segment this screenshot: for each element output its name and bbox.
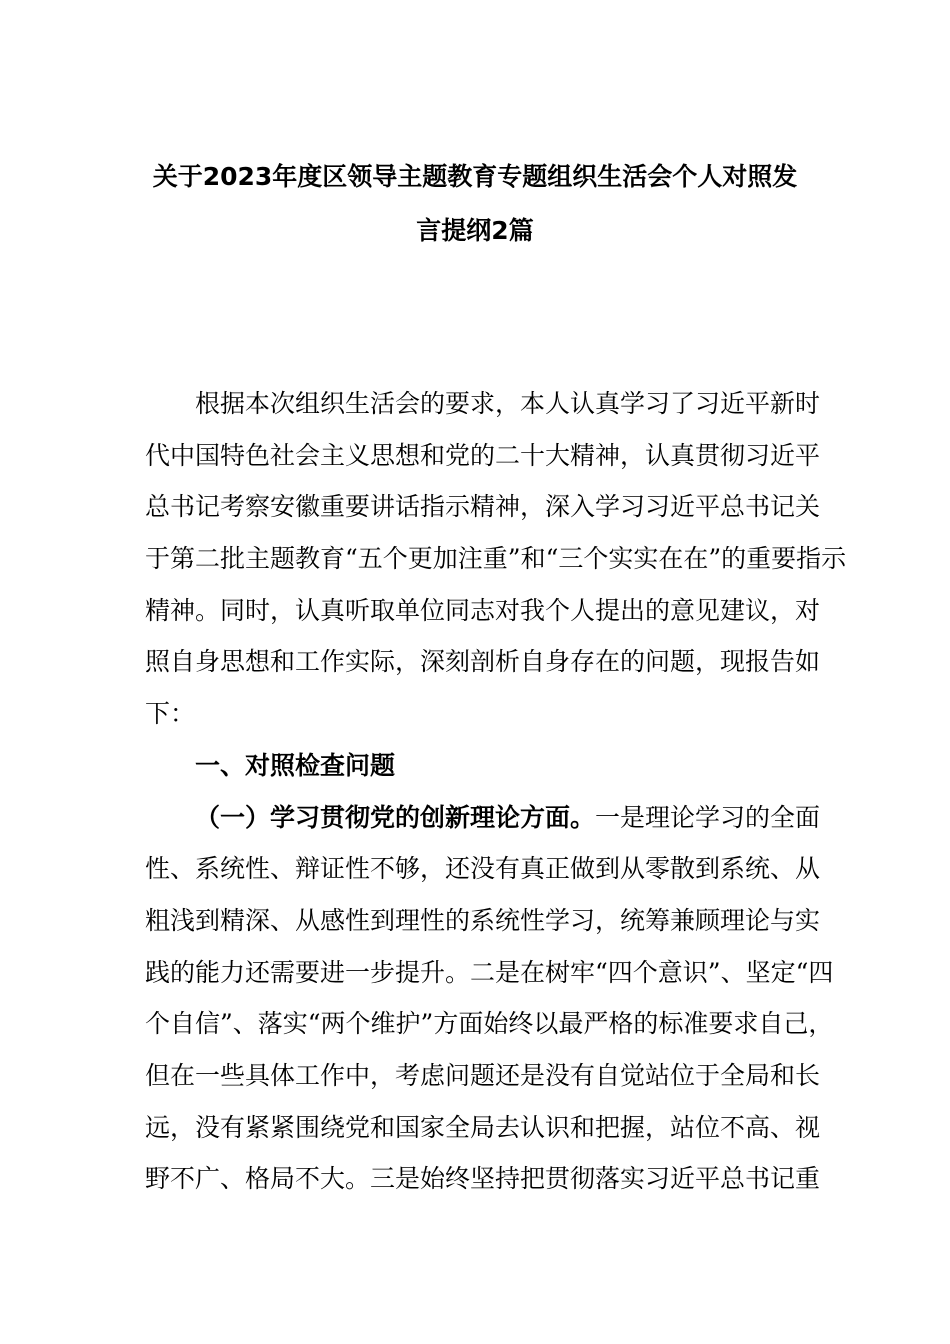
intro-line-3: 总书记考察安徽重要讲话指示精神，深入学习习近平总书记关	[145, 492, 821, 522]
intro-line-6: 照自身思想和工作实际，深刻剖析自身存在的问题，现报告如	[145, 647, 821, 677]
subsection-title: （一）学习贯彻党的创新理论方面。	[195, 802, 596, 832]
document-body	[145, 378, 847, 1205]
subsection-line-4: 践的能力还需要进一步提升。二是在树牢“四个意识”、坚定“四	[145, 957, 834, 987]
intro-line-1: 根据本次组织生活会的要求，本人认真学习了习近平新时	[195, 389, 821, 418]
intro-line-5: 精神。同时，认真听取单位同志对我个人提出的意见建议，对	[145, 595, 821, 625]
subsection-line-2: 性、系统性、辩证性不够，还没有真正做到从零散到系统、从	[145, 854, 821, 884]
title-line-2: 言提纲2篇	[416, 216, 534, 245]
subsection-line-8: 野不广、格局不大。三是始终坚持把贯彻落实习近平总书记重	[145, 1164, 821, 1194]
intro-line-2: 代中国特色社会主义思想和党的二十大精神，认真贯彻习近平	[145, 440, 821, 470]
subsection-first-line	[145, 792, 821, 844]
subsection-line-3: 粗浅到精深、从感性到理性的系统性学习，统筹兼顾理论与实	[145, 905, 821, 935]
section-heading: 一、对照检查问题	[195, 750, 396, 780]
subsection-lead-text: 一是理论学习的全面	[595, 802, 821, 832]
title-line-1: 关于2023年度区领导主题教育专题组织生活会个人对照发	[152, 162, 798, 191]
subsection-line-7: 远，没有紧紧围绕党和国家全局去认识和把握，站位不高、视	[145, 1112, 821, 1142]
intro-line-4: 于第二批主题教育“五个更加注重”和“三个实实在在”的重要指示	[145, 544, 847, 574]
intro-line-7: 下：	[145, 699, 196, 729]
subsection-line-6: 但在一些具体工作中，考虑问题还是没有自觉站位于全局和长	[145, 1060, 821, 1090]
document-title	[100, 150, 850, 258]
subsection-line-5: 个自信”、落实“两个维护”方面始终以最严格的标准要求自己，	[145, 1009, 834, 1039]
